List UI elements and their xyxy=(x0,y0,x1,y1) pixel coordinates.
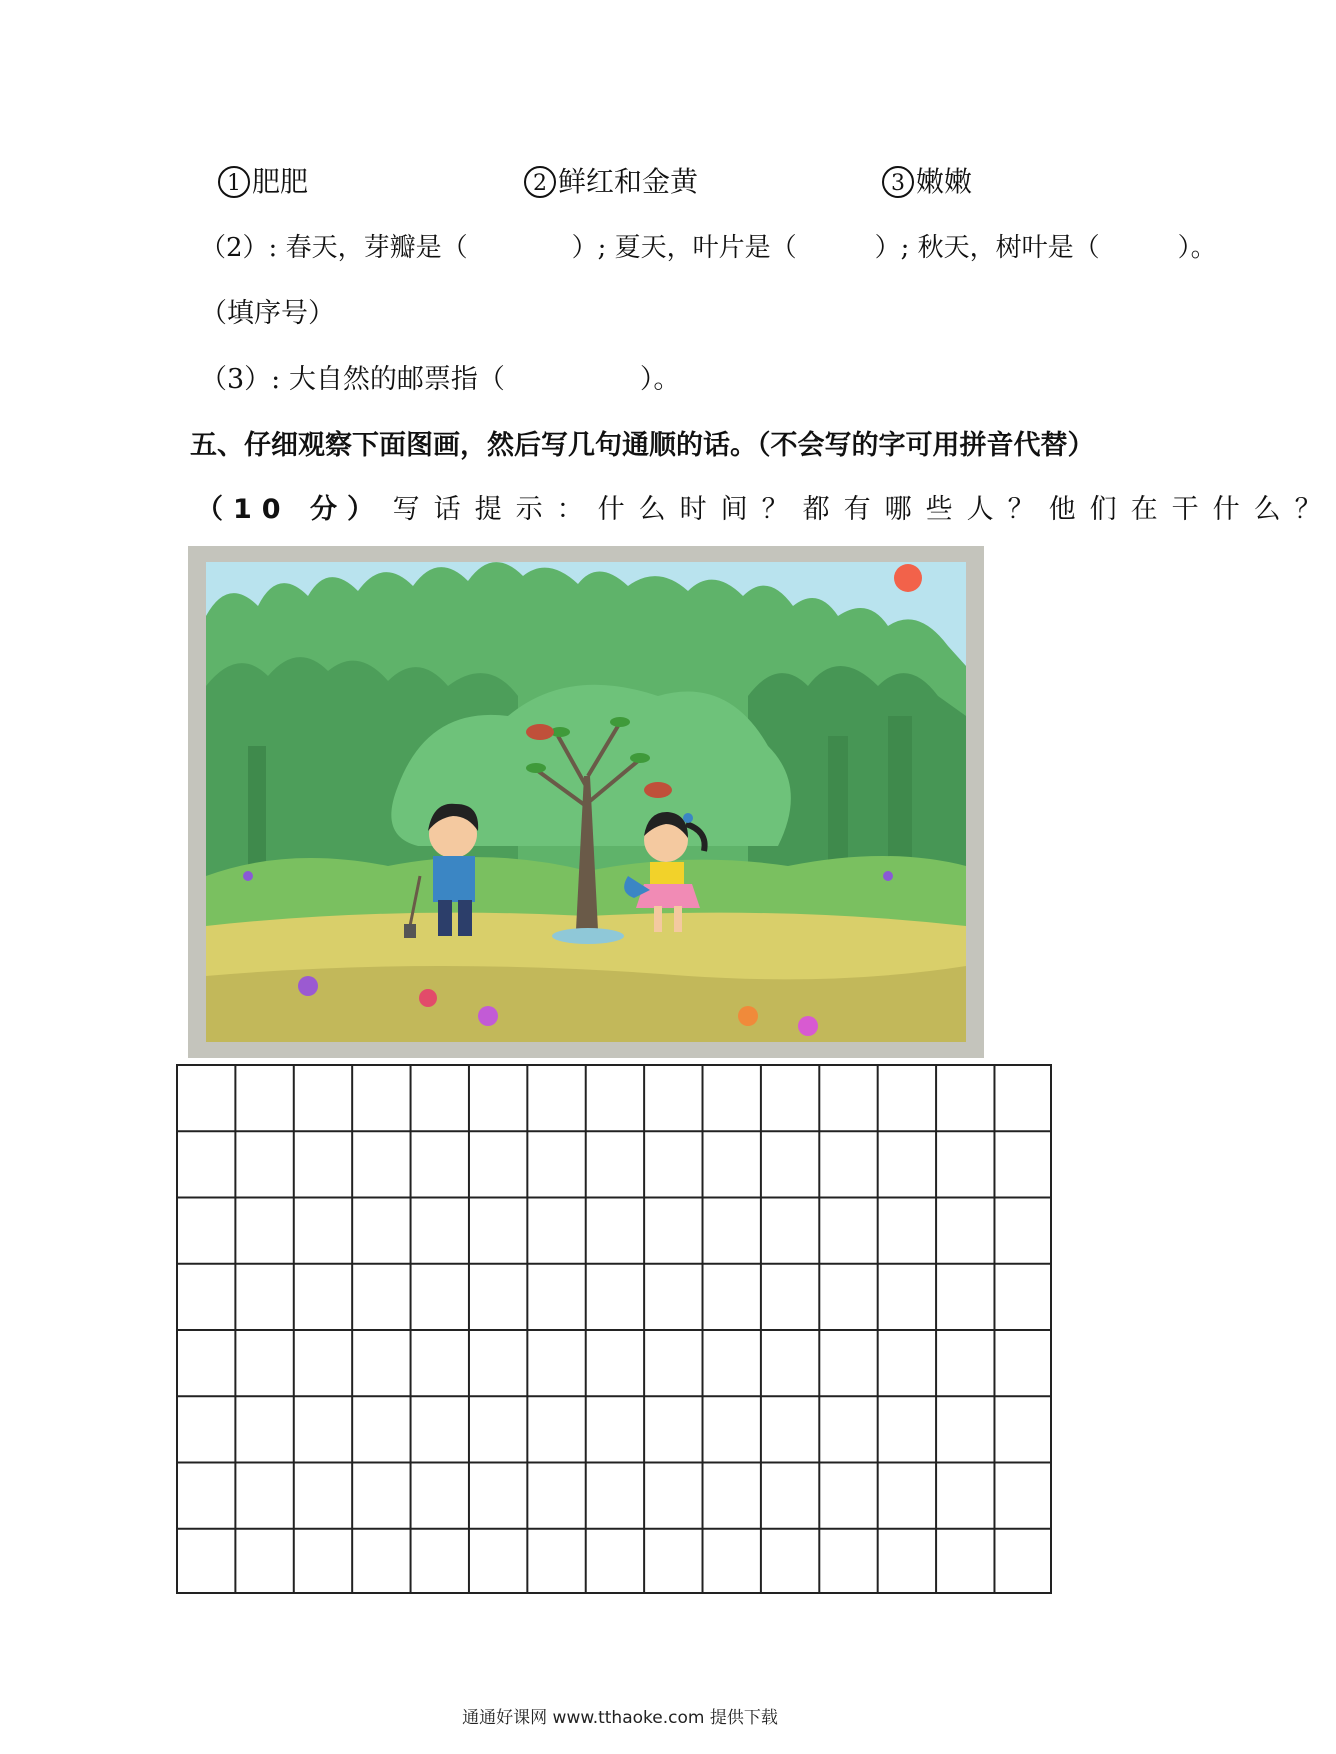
option-text: 鲜红和金黄 xyxy=(558,165,699,198)
option-number: 2 xyxy=(524,166,556,198)
writing-grid[interactable] xyxy=(176,1064,1052,1594)
question-3: （3）: 大自然的邮票指（ ）。 xyxy=(200,364,681,395)
question-2-note: （填序号） xyxy=(200,298,335,329)
question-2: （2）: 春天，芽瓣是（ ）; 夏天，叶片是（ ）; 秋天，树叶是（ ）。 xyxy=(200,233,1217,263)
option-number: 1 xyxy=(218,166,250,198)
section-5-heading: 五、仔细观察下面图画，然后写几句通顺的话。（不会写的字可用拼音代替） xyxy=(190,430,1095,461)
option-2 xyxy=(524,164,698,200)
option-3 xyxy=(882,164,972,200)
section-5-score: （10 分） xyxy=(196,494,384,525)
option-number: 3 xyxy=(882,166,914,198)
illustration-children-watering-tree xyxy=(188,546,984,1058)
option-text: 肥肥 xyxy=(252,165,309,198)
option-1 xyxy=(218,164,308,200)
footer-source: 通通好课网 www.tthaoke.com 提供下载 xyxy=(462,1708,778,1728)
section-5-hint: 写话提示：什么时间？都有哪些人？他们在干什么？ xyxy=(392,494,1336,525)
section-5-prompt xyxy=(196,492,1336,528)
option-text: 嫩嫩 xyxy=(916,165,973,198)
